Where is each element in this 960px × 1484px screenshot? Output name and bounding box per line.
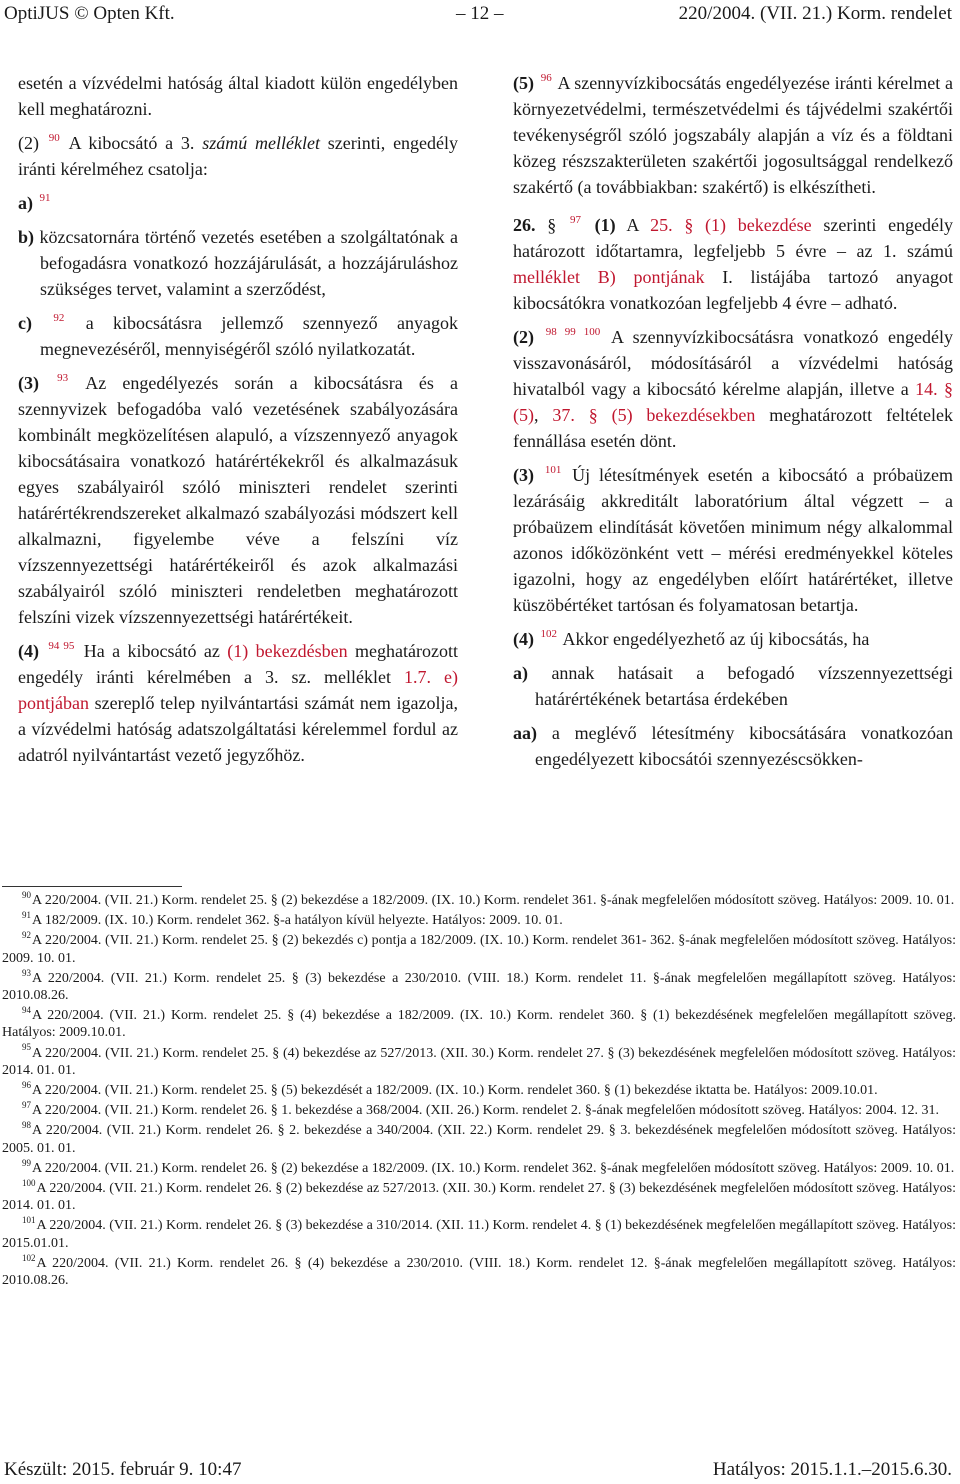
paragraph-text: Akkor engedélyezhető az új kibocsátás, ha: [562, 629, 870, 649]
point-text: közcsatornára történő vezetés esetében a szolgáltatónak a befogadásra vonatkozó hozzájárulását, a hozzájáruláshoz szükséges tervet, valamint a szerződést,: [39, 227, 459, 299]
paragraph-number: (4): [18, 641, 39, 661]
paragraph-text: Ha a kibocsátó az: [83, 641, 220, 661]
paragraph-text: meghatározott feltételek fennállása esetén dönt.: [513, 405, 953, 451]
footnote-text: A 220/2004. (VII. 21.) Korm. rendelet 25. § (2) bekezdése a 182/2009. (IX. 10.) Korm. rendelet 361. §-ának megfelelően módosított szöveg. Hatályos: 2009. 10. 01.: [32, 893, 955, 908]
footnote: [2, 1217, 956, 1251]
cross-reference-link[interactable]: melléklet B) pontjának: [513, 267, 705, 287]
footnote-ref[interactable]: 92: [53, 312, 65, 325]
footnote-ref[interactable]: 90: [48, 132, 60, 145]
page-header: [4, 2, 952, 28]
footnote-number: 101: [22, 1215, 36, 1226]
header-document-title: 220/2004. (VII. 21.) Korm. rendelet: [678, 3, 952, 24]
footnote: [2, 932, 956, 966]
paragraph-number: (3): [18, 373, 39, 393]
footnote-ref[interactable]: 93: [57, 372, 69, 385]
paragraph-number: (3): [513, 465, 534, 485]
paragraph-text: szerinti, engedély iránti kérelméhez csatolja:: [18, 133, 459, 179]
footnote-text: A 220/2004. (VII. 21.) Korm. rendelet 25. § (5) bekezdését a 182/2009. (IX. 10.) Korm. rendelet 360. § (1) bekezdése iktatta be. Hatályos: 2009.10.01.: [32, 1083, 878, 1099]
footnote-ref[interactable]: 97: [569, 214, 581, 227]
footnote-number: 90: [22, 889, 31, 900]
footnote-ref[interactable]: 95: [63, 640, 75, 653]
paragraph-text: A szennyvízkibocsátás engedélyezése iránti kérelmet a környezetvédelmi, természetvédelmi és tájvédelmi szakértői tevékenységről szóló jogszabály alapján a víz és a földtani közeg részszakterületen szakértői jogosultsággal rendelkező szakértő (a továbbiakban: szakértő) is elkészítheti.: [513, 73, 953, 197]
paragraph-number: (5): [513, 73, 534, 93]
footnote-number: 91: [22, 909, 31, 920]
footnote-ref[interactable]: 96: [540, 72, 552, 85]
paragraph-text: meghatározott engedély iránti kérelmében a 3. sz. melléklet: [18, 641, 458, 687]
paragraph-text: A kibocsátó a 3.: [68, 133, 195, 153]
paragraph-text: I. listájába tartozó anyagot kibocsátókra vonatkozóan legfeljebb 4 évre – adható.: [513, 267, 954, 313]
point-b: [18, 224, 458, 302]
footnote-text: A 220/2004. (VII. 21.) Korm. rendelet 26. § (4) bekezdése a 230/2010. (VIII. 18.) Korm. rendelet 12. §-ának megfelelően megállapított szöveg. Hatályos: 2010.08.26.: [2, 1255, 956, 1289]
footnotes: [2, 889, 956, 1292]
footnote-number: 96: [22, 1079, 31, 1090]
right-column: [513, 70, 953, 772]
footnote: [2, 1042, 956, 1079]
footnote-number: 99: [22, 1157, 31, 1168]
point-text: a kibocsátásra jellemző szennyező anyagok megnevezéséről, mennyiségéről szóló nyilatkozatát.: [40, 313, 458, 359]
point-label: a): [18, 193, 33, 213]
footnote-ref[interactable]: 94: [48, 640, 60, 653]
paragraph-3: [18, 370, 458, 630]
point-aa-right: [513, 720, 953, 772]
footnote-number: 92: [22, 930, 31, 941]
footnote-text: A 220/2004. (VII. 21.) Korm. rendelet 25. § (4) bekezdése az 527/2013. (XII. 30.) Korm. rendelet 27. § (3) bekezdésének megfelelően módosított szöveg. Hatályos: 2014. 01. 01.: [2, 1045, 956, 1078]
footnote-ref[interactable]: 98 99 100: [545, 326, 601, 339]
page-number: – 12 –: [456, 3, 504, 24]
footnote-number: 102: [22, 1252, 36, 1263]
point-label: c): [18, 313, 32, 333]
footnote: [2, 1004, 956, 1041]
footnote-text: A 220/2004. (VII. 21.) Korm. rendelet 26. § (3) bekezdése a 310/2014. (XII. 11.) Korm. rendelet 4. § (1) bekezdésének megfelelően megállapított szöveg. Hatályos: 2015.01.01.: [2, 1218, 956, 1251]
footnote: [2, 1099, 956, 1119]
point-text: a meglévő létesítmény kibocsátására vonatkozóan engedélyezett kibocsátói szennyezéscsökken-: [535, 723, 953, 769]
footnote-divider: [2, 886, 182, 887]
paragraph-2-right: (2) $^{98 99 100}$ A szennyvízkibocsátásra vonatkozó engedély visszavonásáról, módosításáról a vízvédelmi hatóság hivatalból vagy a kibocsátó kérelme alapján, illetve a 14. § (5), 37. § (5) bekezdésekben meghatározott feltételek fennállása esetén dönt.: [513, 326, 954, 451]
footnote-text: A 182/2009. (IX. 10.) Korm. rendelet 362. §-a hatályon kívül helyezte. Hatályos: 2009. 10. 01.: [32, 913, 563, 929]
paragraph-3-right: [513, 462, 953, 618]
footnote-number: 94: [22, 1004, 31, 1015]
paragraph-text: A: [626, 215, 639, 235]
created-date: Készült: 2015. február 9. 10:47: [4, 1459, 242, 1480]
paragraph-4-right: [513, 626, 953, 652]
paragraph-number: (4): [513, 629, 534, 649]
paragraph-text: szerinti engedély határozott időtartamra, legfeljebb 5 évre – az 1. számú: [513, 215, 954, 261]
paragraph-number: (2): [513, 327, 534, 347]
footnote: [2, 1177, 956, 1214]
footnote: [2, 1122, 956, 1156]
footnote-text: A 220/2004. (VII. 21.) Korm. rendelet 26. § 1. bekezdése a 368/2004. (XII. 26.) Korm. rendelet 2. §-ának megfelelően módosított szöveg. Hatályos: 2004. 12. 31.: [32, 1103, 940, 1119]
point-label: aa): [513, 723, 537, 743]
cross-reference-link[interactable]: 1.7. e) pontjában: [18, 667, 459, 713]
footnote: [2, 1252, 956, 1289]
footnote: [2, 909, 956, 929]
point-a: [18, 190, 458, 216]
paragraph-continuation: esetén a vízvédelmi hatóság által kiadott külön engedélyben kell meghatározni.: [18, 73, 458, 119]
footnote-number: 95: [22, 1042, 31, 1053]
annex-reference: számú melléklet: [202, 133, 320, 153]
footnote: [2, 889, 956, 909]
footnote: [2, 1079, 956, 1099]
paragraph-text: A szennyvízkibocsátásra vonatkozó engedély visszavonásáról, módosításáról a vízvédelmi hatóság hivatalból vagy a kibocsátó kérelme alapján, illetve a: [513, 327, 954, 399]
paragraph-5: [513, 70, 953, 200]
paragraph-text: Új létesítmények esetén a kibocsátó a próbaüzem lezárásáig akkreditált laboratórium által végzett – a próbaüzem elindítását követően minimum négy alkalommal azonos időközönként vett – mérési eredményekkel köteles igazolni, hogy az engedélyben előírt határértéket, illetve küszöbértéket tartósan és folyamatosan betartja.: [513, 465, 953, 615]
paragraph-2: [18, 130, 458, 182]
footnote-number: 93: [22, 967, 31, 978]
footnote: [2, 967, 956, 1004]
section-26: 26. § $^{97}$ (1) A 25. § (1) bekezdése szerinti engedély határozott időtartamra, legfeljebb 5 évre – az 1. számú melléklet B) pontjának I. listájába tartozó anyagot kibocsátókra vonatkozóan legfeljebb 4 évre – adható.: [513, 214, 954, 313]
footnote-text: A 220/2004. (VII. 21.) Korm. rendelet 25. § (2) bekezdés c) pontja a 182/2009. (IX. 10.) Korm. rendelet 361- 362. §-ának megfelelően módosított szöveg. Hatályos: 2009. 10. 01.: [2, 933, 956, 966]
footnote-ref[interactable]: 101: [544, 464, 562, 477]
footnote-text: A 220/2004. (VII. 21.) Korm. rendelet 25. § (4) bekezdése a 182/2009. (IX. 10.) Korm. rendelet 360. § (1) bekezdésének megfelelően megállapított szöveg. Hatályos: 2009.10.01.: [2, 1008, 956, 1041]
footnote-ref[interactable]: 102: [540, 628, 557, 641]
cross-reference-link[interactable]: 25. § (1) bekezdése: [650, 215, 812, 235]
point-label: b): [18, 227, 35, 247]
footnote-text: A 220/2004. (VII. 21.) Korm. rendelet 25. § (3) bekezdése a 230/2010. (VIII. 18.) Korm. rendelet 11. §-ának megfelelően megállapított szöveg. Hatályos: 2010.08.26.: [2, 970, 956, 1004]
paragraph-number: (1): [594, 215, 616, 235]
left-column: [18, 70, 458, 768]
paragraph-number: (2): [18, 133, 39, 153]
cross-reference-link[interactable]: 37. § (5) bekezdésekben: [552, 405, 756, 425]
point-label: a): [513, 663, 528, 683]
cross-reference-link[interactable]: (1) bekezdésben: [227, 641, 348, 661]
header-publisher: OptiJUS © Opten Kft.: [4, 3, 175, 24]
paragraph-text: szereplő telep nyilvántartási számát nem igazolja, a vízvédelmi hatóság adatszolgáltatási kérelemmel fordul az adatról nyilvántartást vezető jegyzőhöz.: [18, 693, 458, 765]
footnote: [2, 1157, 956, 1177]
footnote-text: A 220/2004. (VII. 21.) Korm. rendelet 26. § 2. bekezdése a 340/2004. (XII. 22.) Korm. rendelet 29. § 3. bekezdésének megfelelően módosított szöveg. Hatályos: 2005. 01. 01.: [2, 1123, 956, 1156]
point-c: [18, 310, 458, 362]
section-number: 26.: [513, 215, 536, 235]
cross-reference-link[interactable]: 14. § (5): [513, 379, 954, 425]
footnote-number: 97: [22, 1099, 31, 1110]
footnote-text: A 220/2004. (VII. 21.) Korm. rendelet 26. § (2) bekezdése a 182/2009. (IX. 10.) Korm. rendelet 362. §-ának megfelelően módosított szöveg. Hatályos: 2009. 10. 01.: [32, 1160, 955, 1176]
point-text: annak hatásait a befogadó vízszennyezettségi határértékének betartása érdekében: [535, 663, 954, 709]
footnote-number: 100: [22, 1177, 36, 1188]
paragraph-text: Az engedélyezés során a kibocsátásra és a szennyvizek befogadóba való vezetésének szabályozására kombinált megközelítésen alapuló, a vízszennyező anyagok kibocsátásaira vonatkozó határértékekről és alkalmazásuk egyes szabályairól szóló miniszteri rendelet szerinti határértékrendszereket alkalmazó szabályozási módszert kell alkalmazni, figyelembe véve a felszíni víz vízszennyezettségi határértékeiről és azok alkalmazási szabályairól szóló miniszteri rendeletben meghatározott felszíni vizek vízszennyezettségi határértékeit.: [18, 373, 458, 627]
footnote-number: 98: [22, 1120, 31, 1131]
effective-date: Hatályos: 2015.1.1.–2015.6.30.: [712, 1459, 952, 1480]
footnote-ref[interactable]: 91: [39, 192, 51, 205]
paragraph-4: [18, 638, 458, 768]
point-a-right: [513, 660, 953, 712]
footnote-text: A 220/2004. (VII. 21.) Korm. rendelet 26. § (2) bekezdése az 527/2013. (XII. 30.) Korm. rendelet 27. § (3) bekezdésének megfelelően módosított szöveg. Hatályos: 2014. 01. 01.: [2, 1181, 956, 1214]
page-footer: [4, 1458, 952, 1482]
